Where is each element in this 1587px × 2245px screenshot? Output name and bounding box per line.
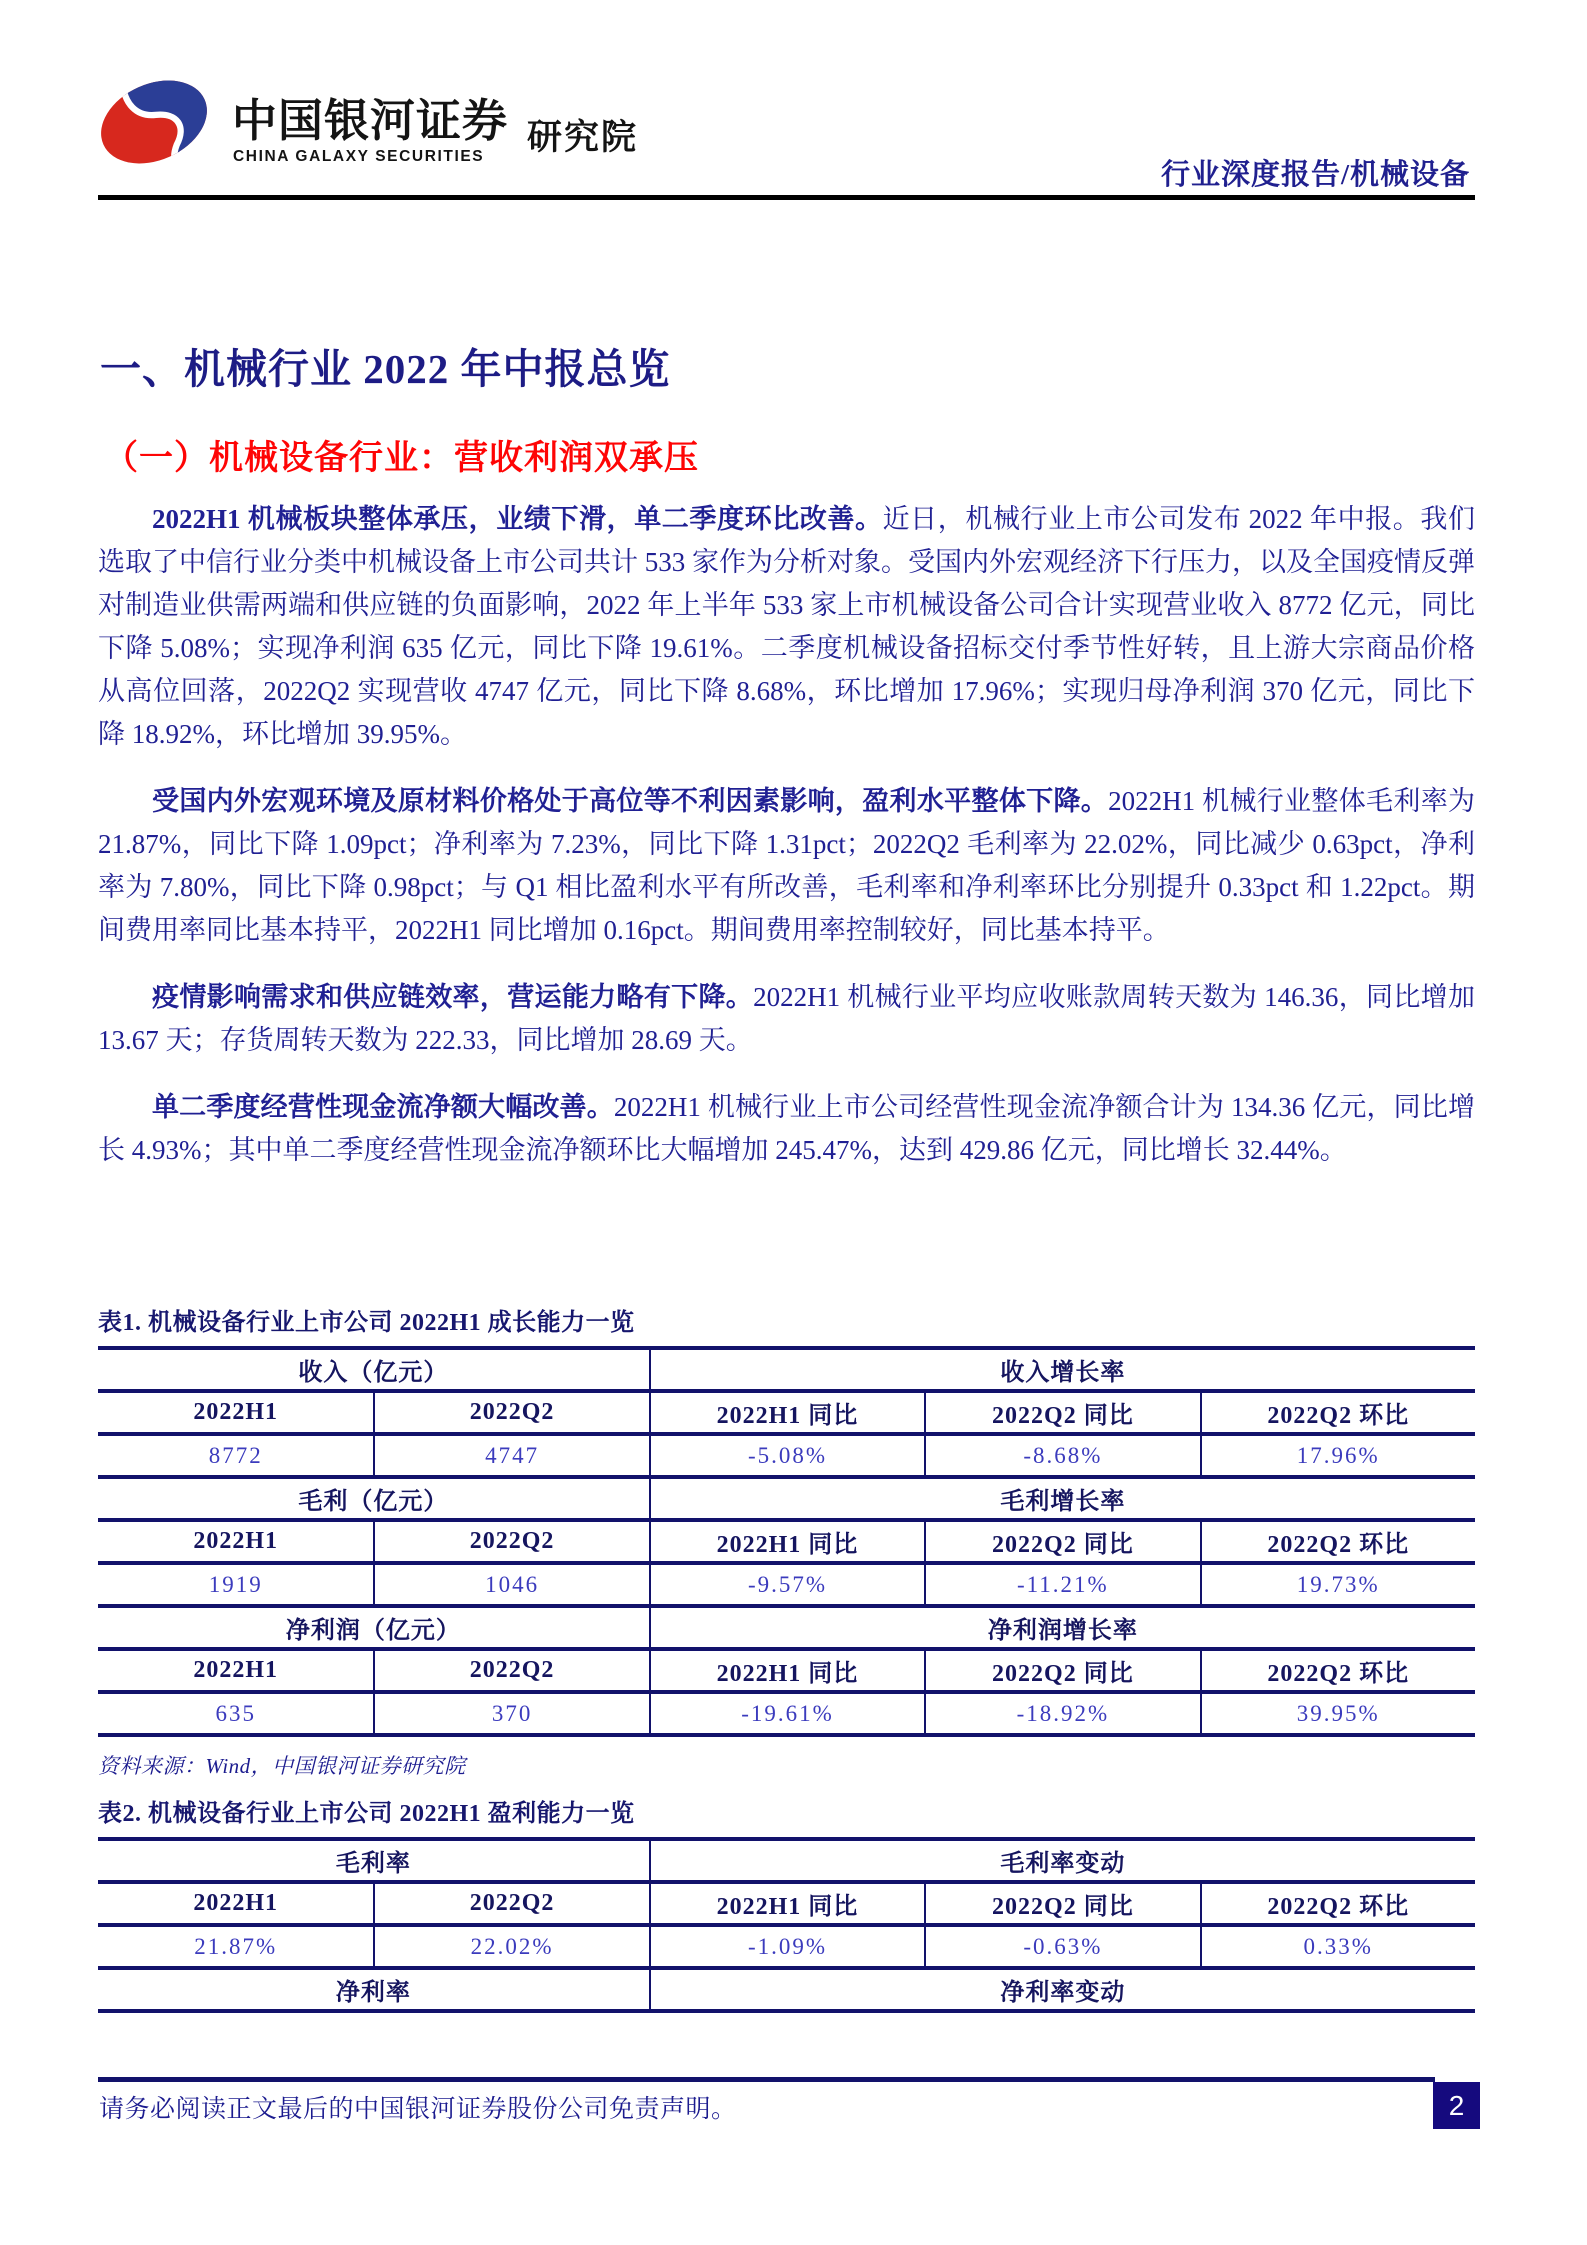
- value-cell: 370: [373, 1694, 648, 1733]
- value-cell: -0.63%: [924, 1927, 1199, 1966]
- group-cell: 净利率变动: [649, 1970, 1475, 2009]
- institute-label: 研究院: [527, 118, 639, 157]
- table-row: [98, 1966, 1475, 2009]
- header-cell: 2022H1 同比: [649, 1651, 924, 1690]
- value-cell: 39.95%: [1200, 1694, 1475, 1733]
- paragraph-2: [98, 780, 1475, 952]
- header-cell: 2022Q2: [373, 1393, 648, 1432]
- value-cell: 0.33%: [1200, 1927, 1475, 1966]
- group-cell: 毛利增长率: [649, 1479, 1475, 1518]
- group-cell: 净利润（亿元）: [285, 1618, 461, 1644]
- value-cell: 1919: [208, 1571, 263, 1597]
- value-cell: 17.96%: [1200, 1436, 1475, 1475]
- galaxy-logo-icon: [94, 70, 214, 174]
- para-1-lead: 2022H1 机械板块整体承压，业绩下滑，单二季度环比改善。: [152, 504, 883, 534]
- footer-disclaimer: 请务必阅读正文最后的中国银河证券股份公司免责声明。: [99, 2096, 737, 2123]
- paragraph-3: [98, 976, 1475, 1062]
- value-cell: -9.57%: [649, 1565, 924, 1604]
- header-cell: 2022H1 同比: [649, 1884, 924, 1923]
- header-cell: 2022Q2 环比: [1200, 1884, 1475, 1923]
- value-cell: 635: [215, 1700, 256, 1726]
- value-cell: -11.21%: [924, 1565, 1199, 1604]
- header-cell: 2022H1: [193, 1657, 279, 1683]
- value-cell: 1046: [373, 1565, 648, 1604]
- value-cell: 21.87%: [194, 1933, 278, 1959]
- para-4-lead: 单二季度经营性现金流净额大幅改善。: [152, 1092, 614, 1122]
- table-row: [98, 1432, 1475, 1475]
- body-text: [98, 498, 1475, 1196]
- header-cell: 2022H1: [193, 1399, 279, 1425]
- table-row: [98, 1518, 1475, 1561]
- section-subtitle: （一）机械设备行业：营收利润双承压: [104, 440, 699, 477]
- value-cell: -18.92%: [924, 1694, 1199, 1733]
- table1-caption: 表1. 机械设备行业上市公司 2022H1 成长能力一览: [98, 1310, 635, 1336]
- value-cell: 8772: [208, 1442, 263, 1468]
- group-cell: 净利润增长率: [649, 1608, 1475, 1647]
- value-cell: 4747: [373, 1436, 648, 1475]
- table-row: [98, 1475, 1475, 1518]
- paragraph-4: [98, 1086, 1475, 1172]
- value-cell: -19.61%: [649, 1694, 924, 1733]
- table-row: [98, 1837, 1475, 1880]
- header-cell: 2022Q2 同比: [924, 1522, 1199, 1561]
- header-cell: 2022Q2 环比: [1200, 1522, 1475, 1561]
- header-cell: 2022Q2 同比: [924, 1884, 1199, 1923]
- group-cell: 净利率: [335, 1980, 411, 2006]
- value-cell: -1.09%: [649, 1927, 924, 1966]
- page-number-badge: 2: [1433, 2082, 1480, 2129]
- header-rule: [98, 195, 1475, 200]
- para-2-lead: 受国内外宏观环境及原材料价格处于高位等不利因素影响，盈利水平整体下降。: [152, 786, 1109, 816]
- table-row: [98, 1389, 1475, 1432]
- header-cell: 2022H1: [193, 1890, 279, 1916]
- group-cell: 收入增长率: [649, 1350, 1475, 1389]
- header-cell: 2022Q2 环比: [1200, 1393, 1475, 1432]
- value-cell: -8.68%: [924, 1436, 1199, 1475]
- header-cell: 2022Q2 同比: [924, 1651, 1199, 1690]
- value-cell: 19.73%: [1200, 1565, 1475, 1604]
- group-cell: 毛利率: [335, 1851, 411, 1877]
- para-4-body: 2022H1 机械行业上市公司经营性现金流净额合计为 134.36 亿元，同比增长 4.93%；其中单二季度经营性现金流净额环比大幅增加 245.47%，达到 429.86 亿元，同比增长 32.44%。: [98, 1092, 1476, 1165]
- header-cell: 2022Q2: [373, 1522, 648, 1561]
- table-row: [98, 1604, 1475, 1647]
- para-3-lead: 疫情影响需求和供应链效率，营运能力略有下降。: [152, 982, 754, 1012]
- para-1-body: 近日，机械行业上市公司发布 2022 年中报。我们选取了中信行业分类中机械设备上市公司共计 533 家作为分析对象。受国内外宏观经济下行压力，以及全国疫情反弹对制造业供需两端和供应链的负面影响，2022 年上半年 533 家上市机械设备公司合计实现营业收入 8772 亿元，同比下降 5.08%；实现净利润 635 亿元，同比下降 19.61%。二季度机械设备招标交付季节性好转，且上游大宗商品价格从高位回落，2022Q2 实现营收 4747 亿元，同比下降 8.68%，环比增加 17.96%；实现归母净利润 370 亿元，同比下降 18.92%，环比增加 39.95%。: [98, 504, 1475, 749]
- header-cell: 2022H1: [193, 1528, 279, 1554]
- table2-caption: 表2. 机械设备行业上市公司 2022H1 盈利能力一览: [98, 1801, 635, 1827]
- growth-table-block: [98, 1302, 1475, 1780]
- header-cell: 2022Q2 环比: [1200, 1651, 1475, 1690]
- value-cell: -5.08%: [649, 1436, 924, 1475]
- table-row: [98, 1561, 1475, 1604]
- table-row: [98, 1690, 1475, 1733]
- footer-rule: [98, 2077, 1435, 2082]
- growth-table: [98, 1346, 1475, 1737]
- group-cell: 毛利（亿元）: [298, 1489, 449, 1515]
- group-cell: 收入（亿元）: [298, 1360, 449, 1386]
- header-cell: 2022Q2 同比: [924, 1393, 1199, 1432]
- table-row: [98, 1880, 1475, 1923]
- para-3-body: 2022H1 机械行业平均应收账款周转天数为 146.36，同比增加 13.67 天；存货周转天数为 222.33，同比增加 28.69 天。: [98, 982, 1475, 1055]
- table-row: [98, 1647, 1475, 1690]
- brand-name: 中国银河证券: [232, 95, 509, 146]
- group-cell: 毛利率变动: [649, 1841, 1475, 1880]
- brand-name-en: CHINA GALAXY SECURITIES: [233, 148, 485, 165]
- report-type-label: 行业深度报告/机械设备: [1160, 159, 1470, 191]
- value-cell: 22.02%: [373, 1927, 648, 1966]
- profit-table: [98, 1837, 1475, 2013]
- source-note: 资料来源：Wind，中国银河证券研究院: [98, 1754, 466, 1778]
- table-row: [98, 1346, 1475, 1389]
- table-row: [98, 1923, 1475, 1966]
- paragraph-1: [98, 498, 1475, 756]
- section-title: 一、机械行业 2022 年中报总览: [100, 346, 671, 392]
- para-2-body: 2022H1 机械行业整体毛利率为 21.87%，同比下降 1.09pct；净利率为 7.23%，同比下降 1.31pct；2022Q2 毛利率为 22.02%，同比减少 0.63pct，净利率为 7.80%，同比下降 0.98pct；与 Q1 相比盈利水平有所改善，毛利率和净利率环比分别提升 0.33pct 和 1.22pct。期间费用率同比基本持平，2022H1 同比增加 0.16pct。期间费用率控制较好，同比基本持平。: [98, 786, 1476, 945]
- header-cell: 2022Q2: [373, 1651, 648, 1690]
- header-cell: 2022H1 同比: [649, 1522, 924, 1561]
- header-cell: 2022H1 同比: [649, 1393, 924, 1432]
- profit-table-block: [98, 1793, 1475, 2013]
- header-cell: 2022Q2: [373, 1884, 648, 1923]
